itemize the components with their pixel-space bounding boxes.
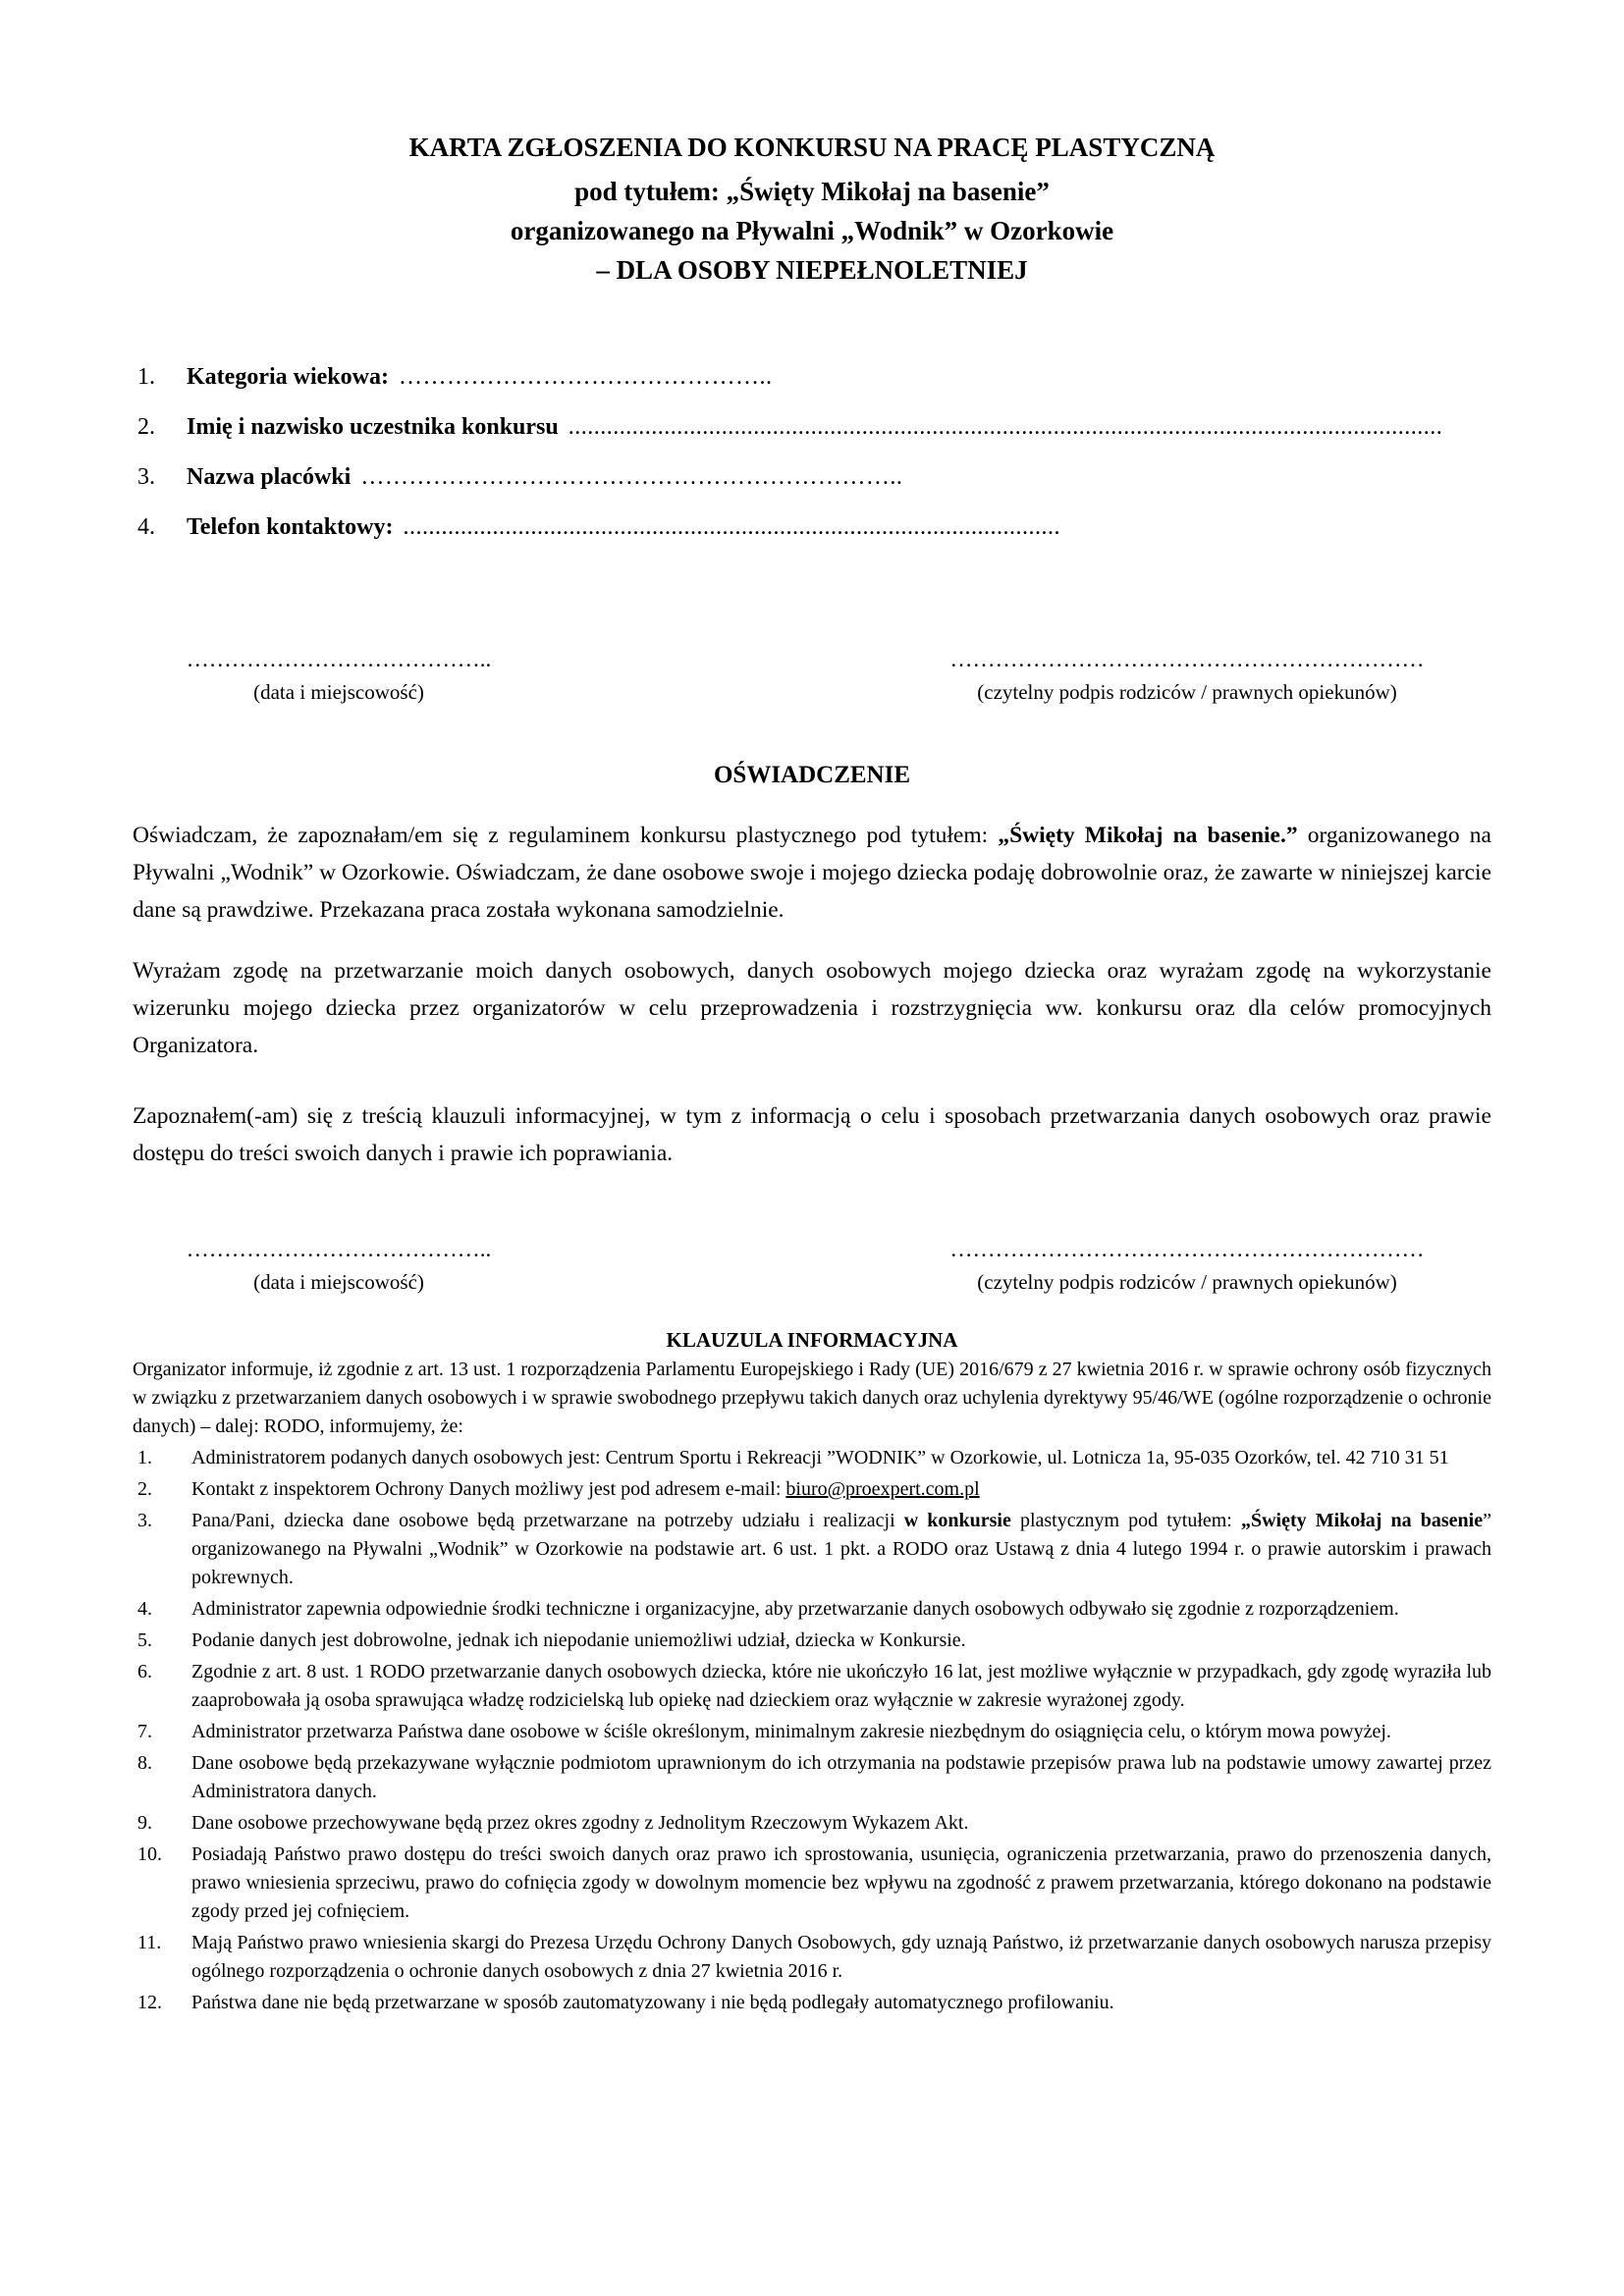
item-text [191,1627,1491,1655]
title-line-3: organizowanego na Pływalni „Wodnik” w Ozorkowie [510,216,1114,245]
text-segment: Posiadają Państwo prawo dostępu do treści swoich danych oraz prawo ich sprostowania, usunięcia, ograniczenia przetwarzania, prawo do przenoszenia danych, prawo wniesienia sprzeciwu, prawo do cofnięcia zgody w dowolnym momencie bez wpływu na zgodność z prawem przetwarzania, którego dokonano na podstawie zgody przed jej cofnięciem. [191,1843,1491,1922]
klauzula-list [133,1444,1491,2017]
clause-list-item [133,1444,1491,1472]
signature-caption: (czytelny podpis rodziców / prawnych opiekunów) [977,680,1397,704]
signature-row-top [133,647,1491,705]
clause-list-item [133,1718,1491,1746]
statement-paragraph-2: Wyrażam zgodę na przetwarzanie moich danych osobowych, danych osobowych mojego dziecka oraz wyrażam zgodę na wykorzystanie wizerunku mojego dziecka przez organizatorów w celu przeprowadzenia i rozstrzygnięcia ww. konkursu oraz dla celów promocyjnych Organizatora. [133,958,1491,1058]
form-field-contact-phone [133,514,1491,564]
field-number: 1. [137,364,155,390]
signature-dotted-line: ……………………………………………………… [949,1237,1425,1261]
text-segment: Administratorem podanych danych osobowych jest: Centrum Sportu i Rekreacji ”WODNIK” w Ozorkowie, ul. Lotnicza 1a, 95-035 Ozorków, tel. 42 710 31 51 [191,1447,1449,1468]
title-line-1: KARTA ZGŁOSZENIA DO KONKURSU NA PRACĘ PLASTYCZNĄ [408,133,1216,162]
item-text [191,1929,1491,1986]
item-text [191,1809,1491,1838]
form-field-institution-name [133,464,1491,514]
text-segment: Kontakt z inspektorem Ochrony Danych możliwy jest pod adresem e-mail: [191,1478,786,1500]
statement-heading: OŚWIADCZENIE [713,762,911,788]
dotted-fill-line: ....................................................................................................... [403,514,1060,540]
item-text [191,1475,1491,1504]
title-line-4: – DLA OSOBY NIEPEŁNOLETNIEJ [596,255,1028,285]
field-number: 3. [137,464,155,490]
clause-list-item [133,1658,1491,1715]
form-field-participant-name [133,414,1491,464]
email-link[interactable]: biuro@proexpert.com.pl [785,1478,980,1500]
title-line-2: pod tytułem: „Święty Mikołaj na basenie” [574,177,1050,206]
signature-row-bottom [133,1237,1491,1295]
signature-caption: (data i miejscowość) [253,680,424,704]
text-segment: „Święty Mikołaj na basenie.” [998,823,1298,848]
signature-dotted-line: ………………………………….. [186,1237,492,1261]
clause-list-item [133,1595,1491,1624]
statement-paragraph-1 [133,817,1491,929]
item-text [191,1658,1491,1715]
clause-list-item [133,1475,1491,1504]
dotted-fill-line: ……………………………………….. [398,364,773,390]
dotted-fill-line: ......................................................................................................................................... [568,414,1443,440]
form-field-age-category [133,364,1491,414]
item-number: 5. [137,1629,152,1651]
signature-caption: (data i miejscowość) [253,1270,424,1294]
information-clause-heading: KLAUZULA INFORMACYJNA [666,1328,958,1352]
field-number: 4. [137,514,155,540]
item-number: 6. [137,1661,152,1682]
field-number: 2. [137,414,155,440]
text-segment: Zgodnie z art. 8 ust. 1 RODO przetwarzanie danych osobowych dziecka, które nie ukończyło 16 lat, jest możliwe wyłącznie w przypadkach, gdy zgodę wyraziła lub zaaprobowała ją osoba sprawująca władzę rodzicielską lub opiekę nad dzieckiem oraz wyłącznie w zakresie wyrażonej zgody. [191,1661,1491,1711]
field-label: Telefon kontaktowy: [187,514,394,540]
text-segment: Dane osobowe będą przekazywane wyłącznie podmiotom uprawnionym do ich otrzymania na podstawie przepisów prawa lub na podstawie umowy zawartej przez Administratora danych. [191,1752,1491,1802]
item-number: 3. [137,1510,152,1531]
clause-list-item [133,1507,1491,1592]
text-segment: Podanie danych jest dobrowolne, jednak ich niepodanie uniemożliwi udział, dziecka w Konkursie. [191,1629,966,1651]
item-number: 8. [137,1752,152,1774]
text-segment: organizowanego na Pływalni „Wodnik” w Ozorkowie. Oświadczam, że dane osobowe swoje i mojego dziecka podaję dobrowolnie oraz, że zawarte w niniejszej karcie dane są prawdziwe. Przekazana praca została wykonana samodzielnie. [133,823,1491,923]
document-title [133,128,1491,290]
text-segment: Dane osobowe przechowywane będą przez okres zgodny z Jednolitym Rzeczowym Wykazem Akt. [191,1812,969,1834]
clause-list-item [133,1929,1491,1986]
text-segment: „Święty Mikołaj na basenie [1240,1510,1484,1531]
clause-list-item [133,1809,1491,1838]
field-label: Imię i nazwisko uczestnika konkursu [187,414,559,440]
statement-paragraph-3: Zapoznałem(-am) się z treścią klauzuli informacyjnej, w tym z informacją o celu i sposobach przetwarzania danych osobowych oraz prawie dostępu do treści swoich danych i prawie ich poprawiania. [133,1103,1491,1166]
form-field-list [133,364,1491,564]
item-text [191,1749,1491,1806]
text-segment: Państwa dane nie będą przetwarzane w sposób zautomatyzowany i nie będą podlegały automatycznego profilowaniu. [191,1992,1114,2013]
item-text [191,1989,1491,2017]
item-number: 7. [137,1721,152,1742]
information-clause-intro: Organizator informuje, iż zgodnie z art. 13 ust. 1 rozporządzenia Parlamentu Europejskiego i Rady (UE) 2016/679 z 27 kwietnia 2016 r. w sprawie ochrony osób fizycznych w związku z przetwarzaniem danych osobowych i w sprawie swobodnego przepływu takich danych oraz uchylenia dyrektywy 95/46/WE (ogólne rozporządzenie o ochronie danych) – dalej: RODO, informujemy, że: [133,1359,1491,1437]
item-number: 12. [137,1992,162,2013]
clause-list-item [133,1627,1491,1655]
item-number: 11. [137,1932,162,1953]
dotted-fill-line: ………………………………………………………….. [360,464,903,490]
text-segment: plastycznym pod tytułem: [1010,1510,1241,1531]
text-segment: w konkursie [903,1510,1011,1531]
text-segment: ” organizowanego na Pływalni „Wodnik” w Ozorkowie na podstawie art. 6 ust. 1 pkt. a RODO oraz Ustawą z dnia 4 lutego 1994 r. o prawie autorskim i prawach pokrewnych. [191,1510,1491,1588]
item-number: 2. [137,1478,152,1500]
field-label: Nazwa placówki [187,464,352,490]
signature-caption: (czytelny podpis rodziców / prawnych opiekunów) [977,1270,1397,1294]
clause-list-item [133,1989,1491,2017]
item-number: 1. [137,1447,152,1468]
signature-parents [883,647,1491,705]
field-label: Kategoria wiekowa: [187,364,389,390]
item-text [191,1507,1491,1592]
text-segment: Administrator przetwarza Państwa dane osobowe w ściśle określonym, minimalnym zakresie niezbędnym do osiągnięcia celu, o którym mowa powyżej. [191,1721,1391,1742]
clause-list-item [133,1841,1491,1926]
text-segment: Administrator zapewnia odpowiednie środki techniczne i organizacyjne, aby przetwarzanie danych osobowych odbywało się zgodnie z rozporządzeniem. [191,1598,1399,1620]
item-text [191,1444,1491,1472]
text-segment: Oświadczam, że zapoznałam/em się z regulaminem konkursu plastycznego pod tytułem: [133,823,999,848]
item-number: 9. [137,1812,152,1834]
signature-dotted-line: ………………………………….. [186,647,492,671]
clause-list-item [133,1749,1491,1806]
item-text [191,1595,1491,1624]
text-segment: Mają Państwo prawo wniesienia skargi do Prezesa Urzędu Ochrony Danych Osobowych, gdy uznają Państwo, iż przetwarzanie danych osobowych narusza przepisy ogólnego rozporządzenia o ochronie danych osobowych z dnia 27 kwietnia 2016 r. [191,1932,1491,1982]
item-text [191,1718,1491,1746]
signature-date-place [133,1237,545,1295]
signature-date-place [133,647,545,705]
signature-dotted-line: ……………………………………………………… [949,647,1425,671]
signature-parents [883,1237,1491,1295]
item-number: 4. [137,1598,152,1620]
text-segment: Pana/Pani, dziecka dane osobowe będą przetwarzane na potrzeby udziału i realizacji [191,1510,904,1531]
item-text [191,1841,1491,1926]
item-number: 10. [137,1843,162,1865]
